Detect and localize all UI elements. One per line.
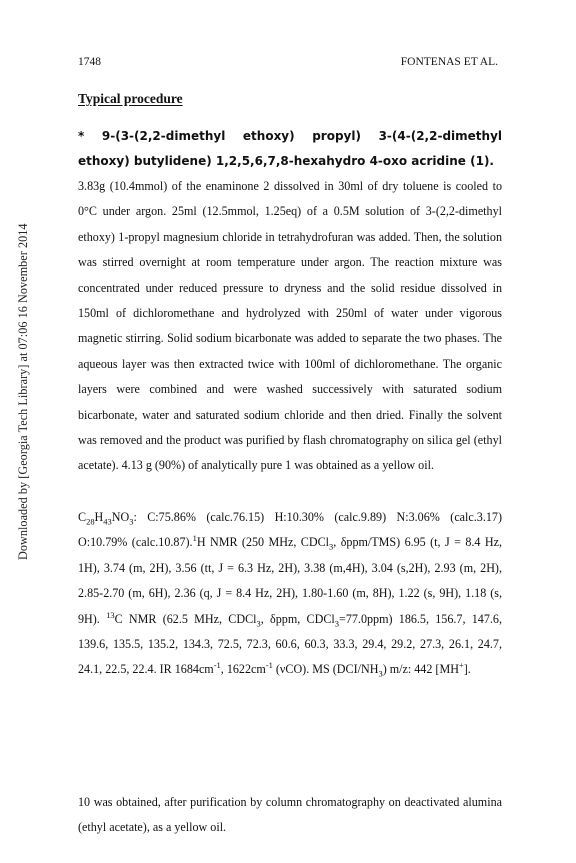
h-nmr-superscript: 1 bbox=[192, 533, 197, 544]
ms-superscript: + bbox=[458, 660, 464, 671]
formula-c: C bbox=[78, 510, 87, 524]
procedure-paragraph: 3.83g (10.4mmol) of the enaminone 2 dissolved in 30ml of dry toluene is cooled to 0°C under argon. 25ml (12.5mmol, 1.25eq) of a 0.5M solution of 3-(2,2-dimethyl ethoxy) 1-propyl magnesium chloride in tetrahydrofuran was added. Then, the solution was stirred overnight at room temperature under argon. The reaction mixture was concentrated under reduced pressure to dryness and the solid residue dissolved in 150ml of dichloromethane and hydrolyzed with 250ml of water under vigorous magnetic stirring. Solid sodium bicarbonate was added to separate the two phases. The aqueous layer was then extracted twice with 100ml of dichloromethane. The organic layers were combined and were washed successively with saturated sodium bicarbonate, water and saturated sodium chloride and then dried. Finally the solvent was removed and the product was purified by flash chromatography on silica gel (ethyl acetate). 4.13 g (90%) of analytically pure 1 was obtained as a yellow oil. bbox=[78, 179, 502, 473]
analysis-paragraph bbox=[78, 505, 502, 683]
h-nmr-text-b: , δppm/TMS) 6.95 (t, J = 8.4 Hz, 1H), 3.74 (m, 2H), 3.56 (tt, J = 6.3 Hz, 2H), 3.38 (m,4H), 3.04 (s,2H), 2.93 (m, 2H), 2.85-2.70 (m, 6H), 2.36 (q, J = 8.4 Hz, 2H), 1.80-1.60 (m, 8H), 1.22 (s, 9H), 1.18 (s, 9H). bbox=[78, 535, 502, 626]
page-number: 1748 bbox=[78, 56, 101, 68]
formula-o-subscript: 3 bbox=[129, 516, 134, 527]
c-nmr-text-a: C NMR (62.5 MHz, CDCl bbox=[114, 611, 257, 626]
download-watermark: Downloaded by [Georgia Tech Library] at 07:06 16 November 2014 bbox=[16, 223, 30, 560]
ir-text-mid: , 1622cm bbox=[220, 662, 266, 677]
page-header bbox=[78, 56, 498, 72]
c-nmr-text-c: =77.0ppm) 186.5, 156.7, 147.6, 139.6, 135.5, 135.2, 134.3, 72.5, 72.3, 60.6, 60.3, 33.3, 29.4, 29.2, 27.3, 26.1, 24.7, 24.1, 22.5, 22.4. IR 1684cm bbox=[78, 611, 502, 677]
c-nmr-superscript: 13 bbox=[106, 609, 115, 620]
section-title: Typical procedure bbox=[78, 91, 183, 106]
formula-h-subscript: 43 bbox=[103, 516, 112, 527]
compound-heading: * 9-(3-(2,2-dimethyl ethoxy) propyl) 3-(4-(2,2-dimethyl ethoxy) butylidene) 1,2,5,6,7,8-hexahydro 4-oxo acridine (1). bbox=[78, 129, 502, 168]
h-nmr-subscript: 3 bbox=[329, 541, 334, 552]
formula-rest: NO bbox=[111, 510, 130, 524]
ms-text-end: ) m/z: 442 [MH bbox=[382, 662, 459, 677]
c-nmr-subscript-2: 3 bbox=[334, 618, 339, 629]
formula-c-subscript: 28 bbox=[86, 516, 95, 527]
running-head: FONTENAS ET AL. bbox=[400, 56, 498, 68]
ir-text-end: (νCO). MS (DCI/NH bbox=[272, 662, 379, 677]
c-nmr-text-b: , δppm, CDCl bbox=[260, 611, 335, 626]
c-nmr-subscript-1: 3 bbox=[256, 618, 261, 629]
h-nmr-text-a: H NMR (250 MHz, CDCl bbox=[196, 535, 330, 550]
ms-close: ]. bbox=[463, 662, 471, 677]
ir-superscript-2: -1 bbox=[265, 660, 273, 671]
elemental-analysis: : C:75.86% (calc.76.15) H:10.30% (calc.9.89) N:3.06% (calc.3.17) O:10.79% (calc.10.87). bbox=[78, 510, 502, 550]
formula-h: H bbox=[94, 510, 104, 524]
ir-superscript-1: -1 bbox=[213, 660, 221, 671]
ms-subscript: 3 bbox=[378, 668, 383, 679]
final-paragraph: 10 was obtained, after purification by column chromatography on deactivated alumina (ethyl acetate), as a yellow oil. bbox=[78, 795, 502, 835]
